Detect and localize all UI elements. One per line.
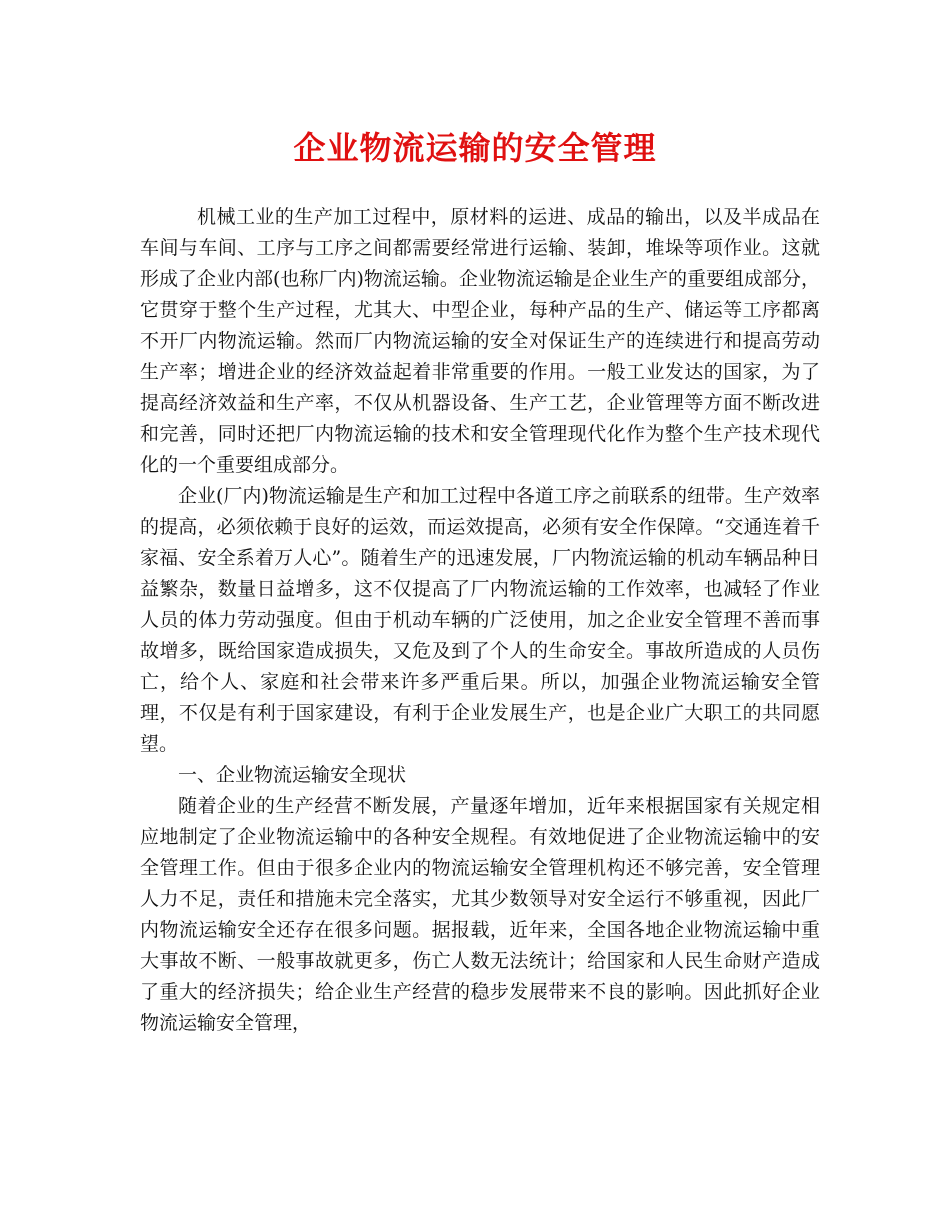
section-heading-1: 一、企业物流运输安全现状	[178, 764, 407, 786]
paragraph-link: 企业(厂内)物流运输是生产和加工过程中各道工序之前联系的纽带。生产效率的提高，必须依赖于良好的运效，而运效提高，必须有安全作保障。“交通连着千家福、安全系着万人心”。随着生产的迅速发展，厂内物流运输的机动车辆品种日益繁杂，数量日益增多，这不仅提高了厂内物流运输的工作效率，也减轻了作业人员的体力劳动强度。但由于机动车辆的广泛使用，加之企业安全管理不善而事故增多，既给国家造成损失，又危及到了个人的生命安全。事故所造成的人员伤亡，给个人、家庭和社会带来许多严重后果。所以，加强企业物流运输安全管理，不仅是有利于国家建设，有利于企业发展生产，也是企业广大职工的共同愿望。	[140, 485, 820, 755]
document-body	[140, 202, 820, 1039]
document-title: 企业物流运输的安全管理	[293, 129, 657, 167]
paragraph-intro: 机械工业的生产加工过程中，原材料的运进、成品的输出，以及半成品在车间与车间、工序与工序之间都需要经常进行运输、装卸，堆垛等项作业。这就形成了企业内部(也称厂内)物流运输。企业物流运输是企业生产的重要组成部分，它贯穿于整个生产过程，尤其大、中型企业，每种产品的生产、储运等工序都离不开厂内物流运输。然而厂内物流运输的安全对保证生产的连续进行和提高劳动生产率；增进企业的经济效益起着非常重要的作用。一般工业发达的国家，为了提高经济效益和生产率，不仅从机器设备、生产工艺，企业管理等方面不断改进和完善，同时还把厂内物流运输的技术和安全管理现代化作为整个生产技术现代化的一个重要组成部分。	[140, 206, 820, 476]
paragraph-status: 随着企业的生产经营不断发展，产量逐年增加，近年来根据国家有关规定相应地制定了企业物流运输中的各种安全规程。有效地促进了企业物流运输中的安全管理工作。但由于很多企业内的物流运输安全管理机构还不够完善，安全管理人力不足，责任和措施未完全落实，尤其少数领导对安全运行不够重视，因此厂内物流运输安全还存在很多问题。据报载，近年来，全国各地企业物流运输中重大事故不断、一般事故就更多，伤亡人数无法统计；给国家和人民生命财产造成了重大的经济损失；给企业生产经营的稳步发展带来不良的影响。因此抓好企业物流运输安全管理，	[140, 795, 820, 1034]
